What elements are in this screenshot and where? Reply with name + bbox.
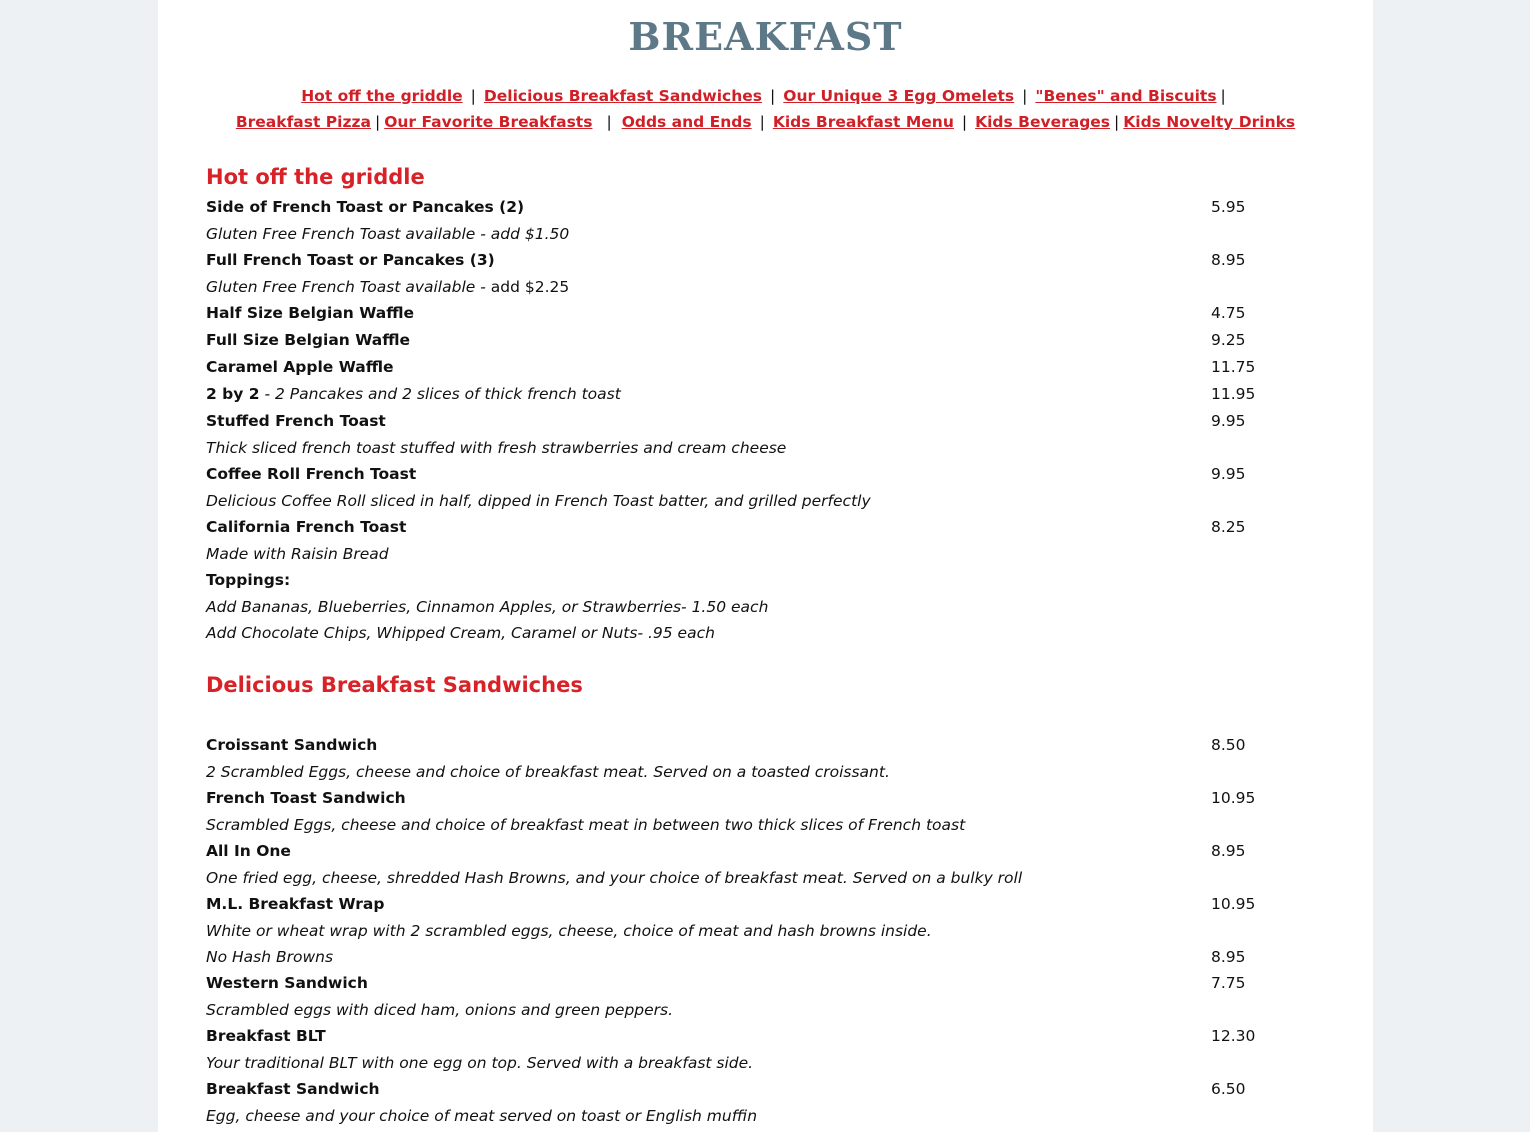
nav-link-kids-novelty[interactable]: Kids Novelty Drinks	[1123, 113, 1296, 131]
nav-line-1	[158, 83, 1373, 109]
item-description	[206, 274, 1326, 300]
item-description: Gluten Free French Toast available - add $1.50	[206, 225, 570, 243]
item-name: Croissant Sandwich	[206, 736, 378, 754]
item-description-text: Gluten Free French Toast available -	[206, 278, 486, 296]
item-name: 2 by 2	[206, 385, 260, 403]
item-name: Caramel Apple Waffle	[206, 358, 394, 376]
nav-link-favorites[interactable]: Our Favorite Breakfasts	[384, 113, 593, 131]
section-heading-sandwiches: Delicious Breakfast Sandwiches	[206, 673, 583, 697]
item-price: 11.95	[1211, 385, 1256, 403]
item-price: 9.25	[1211, 331, 1246, 349]
menu-item	[206, 327, 1326, 354]
menu-page	[158, 0, 1373, 1132]
menu-item	[206, 300, 1326, 327]
section-spacer	[206, 702, 1326, 732]
item-name: Full French Toast or Pancakes (3)	[206, 251, 495, 269]
nav-separator: |	[1022, 87, 1028, 105]
nav-link-griddle[interactable]: Hot off the griddle	[301, 87, 463, 105]
item-price: 8.50	[1211, 736, 1246, 754]
item-price: 5.95	[1211, 198, 1246, 216]
item-price: 12.30	[1211, 1027, 1256, 1045]
menu-item	[206, 354, 1326, 381]
nav-separator: |	[1220, 87, 1226, 105]
menu-item	[206, 970, 1326, 997]
nav-separator: |	[759, 113, 765, 131]
menu-item	[206, 514, 1326, 541]
menu-item	[206, 785, 1326, 812]
toppings-line: Add Bananas, Blueberries, Cinnamon Apples, or Strawberries- 1.50 each	[206, 598, 769, 616]
item-name: All In One	[206, 842, 291, 860]
menu-item	[206, 247, 1326, 274]
nav-separator: |	[470, 87, 476, 105]
item-description: Delicious Coffee Roll sliced in half, dipped in French Toast batter, and grilled perfectly	[206, 492, 871, 510]
item-name: Side of French Toast or Pancakes (2)	[206, 198, 525, 216]
item-description: Scrambled eggs with diced ham, onions and green peppers.	[206, 1001, 674, 1019]
item-variant-price: 8.95	[1211, 948, 1246, 966]
nav-link-sandwiches[interactable]: Delicious Breakfast Sandwiches	[483, 87, 763, 105]
menu-item	[206, 1076, 1326, 1103]
section-nav	[158, 83, 1373, 135]
item-description: Thick sliced french toast stuffed with fresh strawberries and cream cheese	[206, 439, 787, 457]
item-description: One fried egg, cheese, shredded Hash Browns, and your choice of breakfast meat. Served on a bulky roll	[206, 869, 1023, 887]
nav-link-kids-breakfast[interactable]: Kids Breakfast Menu	[772, 113, 954, 131]
toppings-label: Toppings:	[206, 571, 291, 589]
menu-item	[206, 732, 1326, 759]
item-name: Half Size Belgian Waffle	[206, 304, 415, 322]
item-description-extra: add $2.25	[485, 278, 570, 296]
page-title: BREAKFAST	[628, 14, 903, 59]
item-variant-name: No Hash Browns	[206, 948, 334, 966]
item-inline-description: - 2 Pancakes and 2 slices of thick french toast	[259, 385, 621, 403]
item-name: Breakfast Sandwich	[206, 1080, 380, 1098]
nav-link-odds-ends[interactable]: Odds and Ends	[621, 113, 752, 131]
item-name-wrap	[206, 381, 1211, 408]
menu-content	[206, 160, 1326, 1129]
menu-item	[206, 1023, 1326, 1050]
item-price: 9.95	[1211, 412, 1246, 430]
item-price: 11.75	[1211, 358, 1256, 376]
item-price: 10.95	[1211, 895, 1256, 913]
nav-separator: |	[961, 113, 968, 131]
item-variant	[206, 944, 1326, 970]
item-price: 4.75	[1211, 304, 1246, 322]
item-name: Coffee Roll French Toast	[206, 465, 417, 483]
item-price: 6.50	[1211, 1080, 1246, 1098]
nav-separator: |	[770, 87, 776, 105]
nav-link-kids-beverages[interactable]: Kids Beverages	[975, 113, 1111, 131]
nav-link-omelets[interactable]: Our Unique 3 Egg Omelets	[783, 87, 1015, 105]
nav-separator: |	[374, 113, 381, 131]
item-description: White or wheat wrap with 2 scrambled eggs, cheese, choice of meat and hash browns inside.	[206, 922, 932, 940]
item-name: M.L. Breakfast Wrap	[206, 895, 385, 913]
menu-item	[206, 408, 1326, 435]
nav-link-benes-biscuits[interactable]: "Benes" and Biscuits	[1035, 87, 1217, 105]
menu-item	[206, 838, 1326, 865]
nav-separator: |	[1114, 113, 1120, 131]
toppings-line: Add Chocolate Chips, Whipped Cream, Caramel or Nuts- .95 each	[206, 624, 715, 642]
nav-separator: |	[606, 113, 612, 131]
item-price: 8.25	[1211, 518, 1246, 536]
item-name: Breakfast BLT	[206, 1027, 326, 1045]
item-price: 7.75	[1211, 974, 1246, 992]
item-description: Your traditional BLT with one egg on top. Served with a breakfast side.	[206, 1054, 754, 1072]
nav-line-2	[158, 109, 1373, 135]
item-name: Stuffed French Toast	[206, 412, 386, 430]
item-name: California French Toast	[206, 518, 407, 536]
toppings-row	[206, 567, 1326, 594]
item-price: 8.95	[1211, 842, 1246, 860]
item-price: 8.95	[1211, 251, 1246, 269]
item-name: Full Size Belgian Waffle	[206, 331, 411, 349]
item-description: 2 Scrambled Eggs, cheese and choice of breakfast meat. Served on a toasted croissant.	[206, 763, 890, 781]
menu-item	[206, 891, 1326, 918]
item-name: French Toast Sandwich	[206, 789, 406, 807]
item-price: 9.95	[1211, 465, 1246, 483]
item-description: Made with Raisin Bread	[206, 545, 389, 563]
menu-item	[206, 461, 1326, 488]
menu-item	[206, 194, 1326, 221]
item-price: 10.95	[1211, 789, 1256, 807]
item-name: Western Sandwich	[206, 974, 368, 992]
item-description: Scrambled Eggs, cheese and choice of breakfast meat in between two thick slices of French toast	[206, 816, 966, 834]
item-description: Egg, cheese and your choice of meat served on toast or English muffin	[206, 1107, 758, 1125]
section-heading-griddle: Hot off the griddle	[206, 165, 425, 189]
nav-link-pizza[interactable]: Breakfast Pizza	[235, 113, 371, 131]
menu-item	[206, 381, 1326, 408]
